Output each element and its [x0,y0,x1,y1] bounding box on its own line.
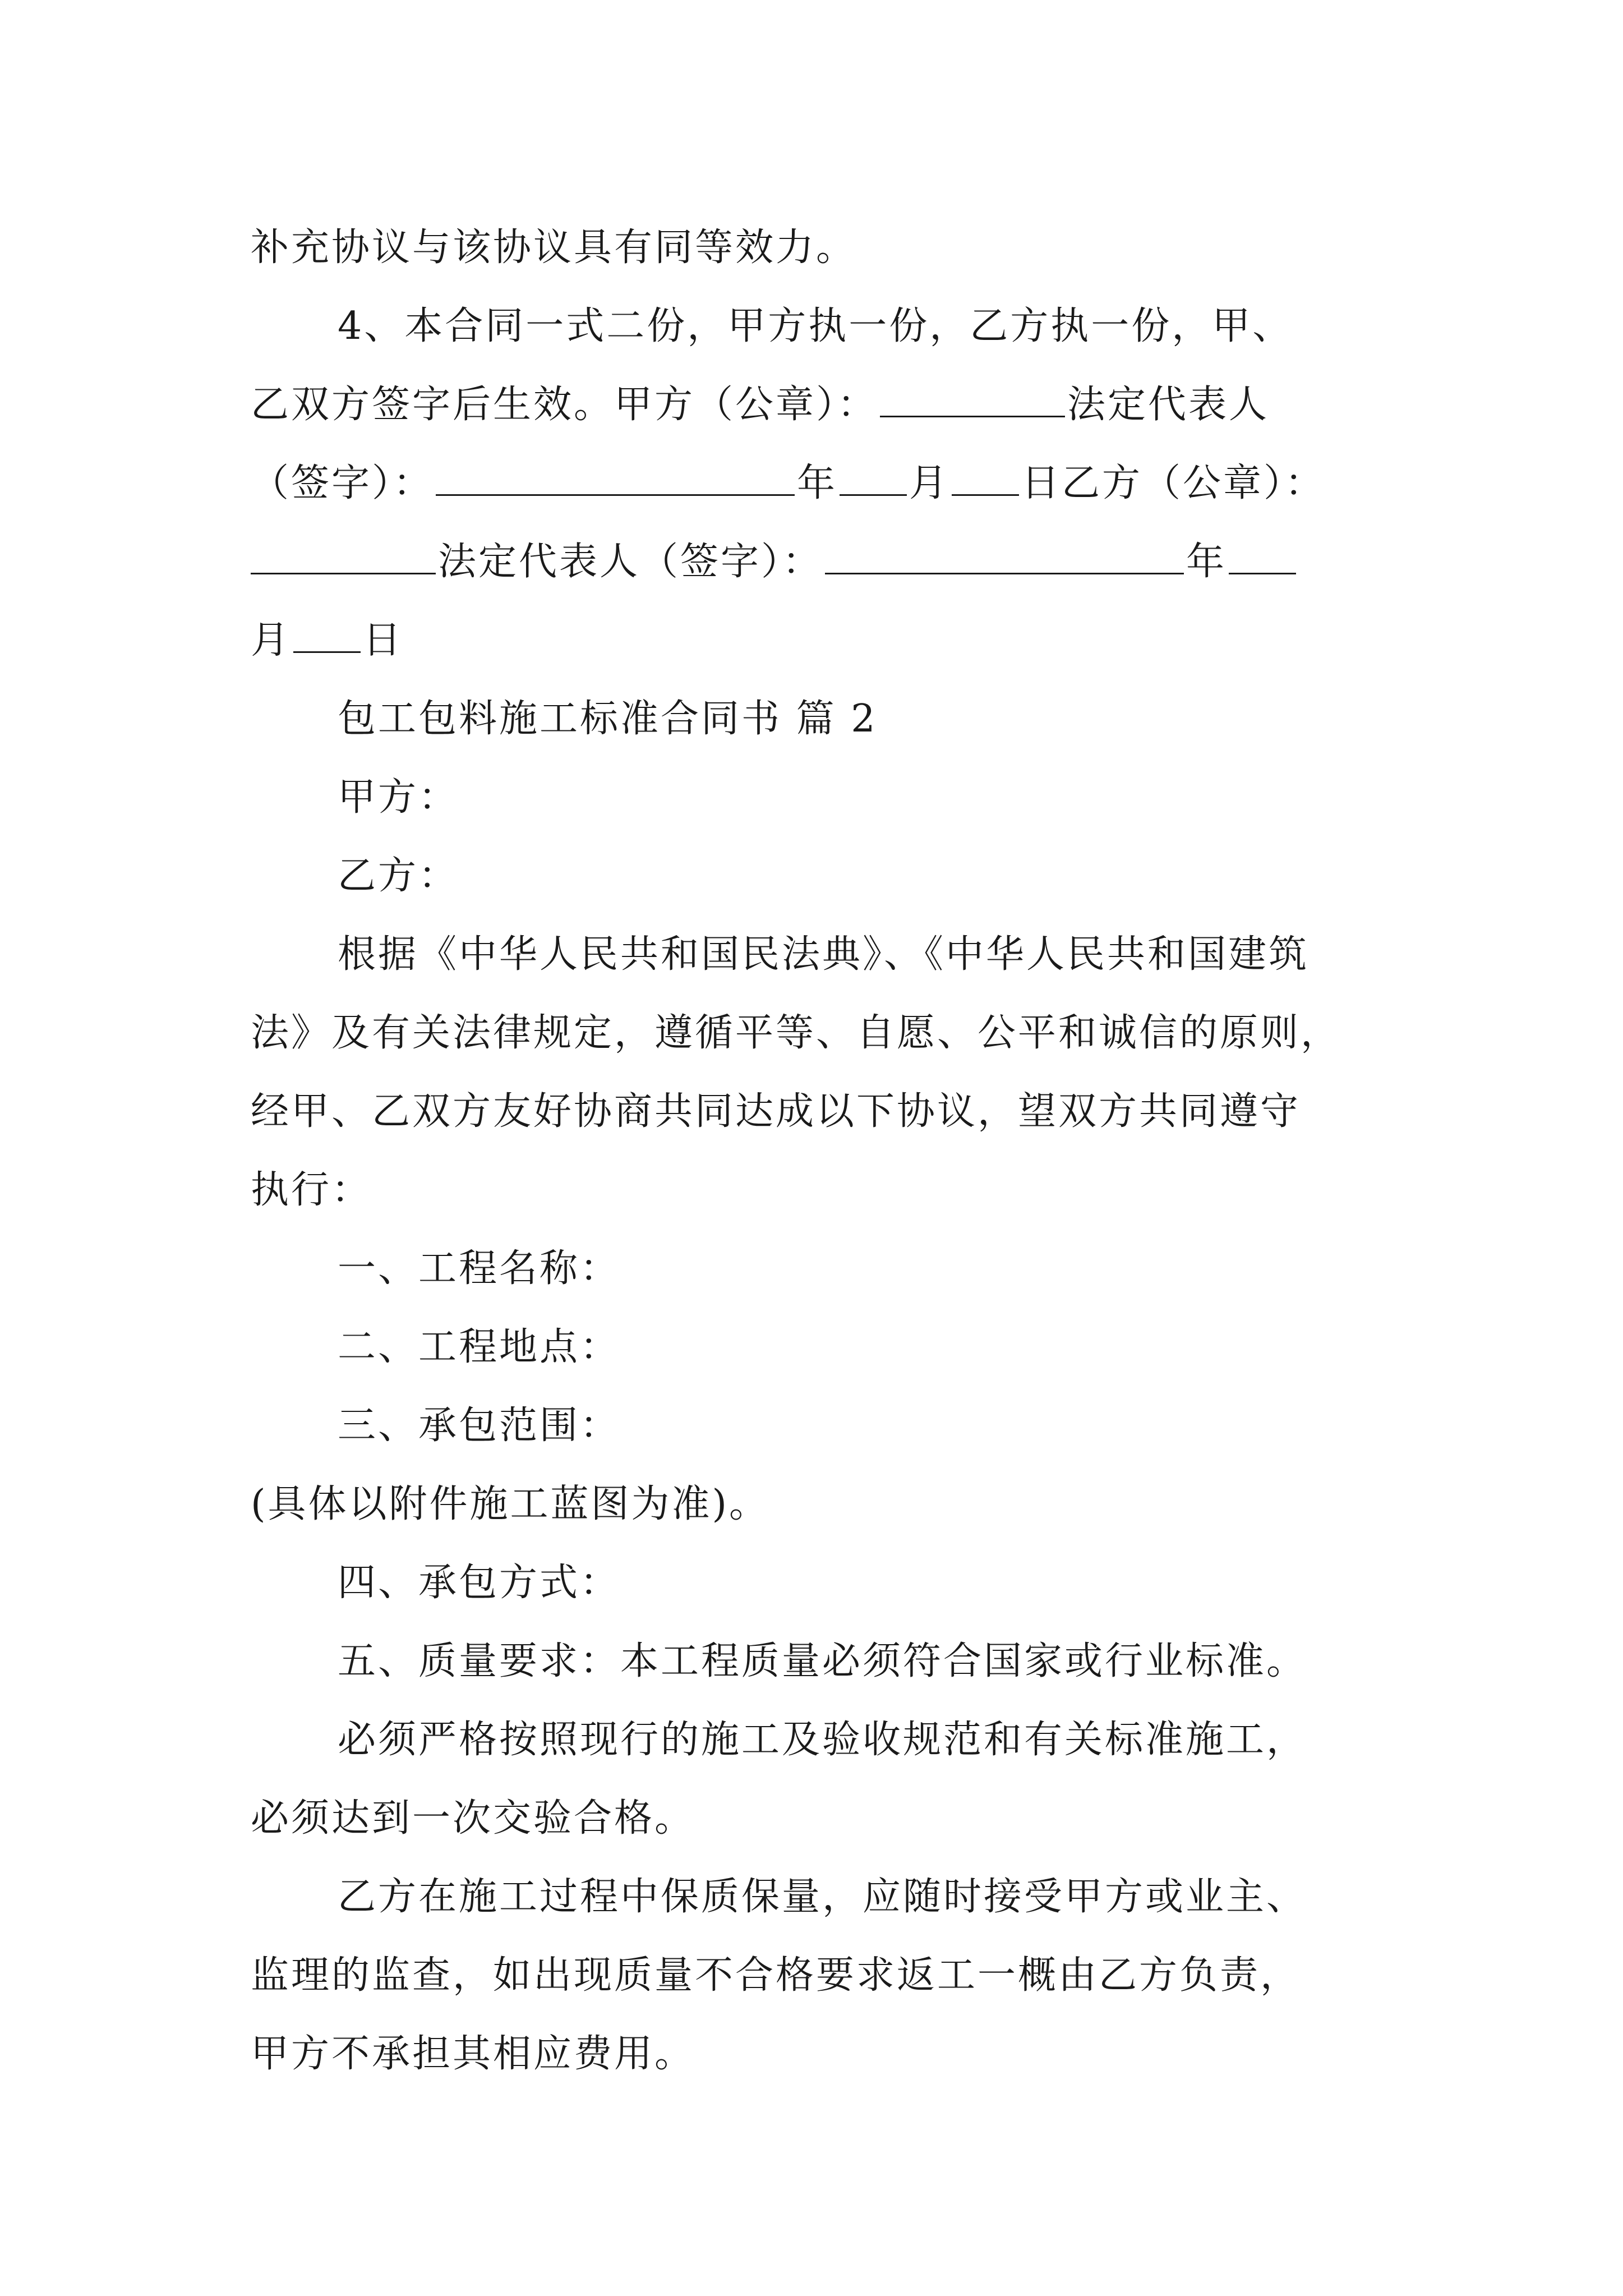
clause-4-line-4 [251,523,1395,601]
text: 执行： [251,1168,372,1212]
item-contract-method [251,1544,1395,1622]
text: （签字）： [251,461,434,505]
clause-4-line-3 [251,444,1395,523]
text: 月 [909,461,950,505]
party-a-line [251,758,1395,837]
text: 必须严格按照现行的施工及验收规范和有关标准施工， [338,1718,1307,1762]
supervision-line [251,1858,1395,1936]
intro-line [251,994,1395,1073]
text: 必须达到一次交验合格。 [251,1796,695,1841]
text: 根据《中华人民共和国民法典》、《中华人民共和国建筑 [338,932,1310,977]
text: 二、工程地点： [338,1325,621,1369]
day-blank [952,461,1019,496]
item-contract-scope [251,1387,1395,1465]
intro-line [251,1151,1395,1230]
text: 法定代表人 [1067,383,1270,427]
text: 四、承包方式： [338,1561,621,1605]
text: 补充协议与该协议具有同等效力。 [251,226,857,270]
supervision-line [251,2015,1395,2093]
party-b-line [251,837,1395,915]
text: 甲方不承担其相应费用。 [251,2032,695,2076]
day-blank [293,618,361,653]
text: 年 [1186,540,1227,584]
text: 4、本合同一式二份，甲方执一份，乙方执一份，甲、 [338,304,1293,348]
text: 日乙方（公章）： [1021,461,1326,505]
text: 监理的监查，如出现质量不合格要求返工一概由乙方负责， [251,1953,1301,1998]
item-project-name [251,1230,1395,1308]
text: 三、承包范围： [338,1404,621,1448]
text: 经甲、乙双方友好协商共同达成以下协议，望双方共同遵守 [251,1089,1301,1134]
document-body [251,209,1395,2093]
item-quality-requirement [251,1622,1395,1701]
signature-blank [436,461,795,496]
clause-4-line-1 [251,287,1395,366]
supervision-line [251,1936,1395,2015]
text: 法》及有关法律规定，遵循平等、自愿、公平和诚信的原则， [251,1011,1341,1055]
month-blank [840,461,907,496]
text: 甲方： [338,775,459,820]
clause-4-line-5 [251,601,1395,680]
intro-line [251,1073,1395,1151]
party-a-seal-blank [880,382,1065,417]
text-line [251,209,1395,287]
quality-line [251,1701,1395,1779]
text: 一、工程名称： [338,1246,621,1291]
item-scope-note [251,1465,1395,1544]
text: 乙方在施工过程中保质保量，应随时接受甲方或业主、 [338,1875,1307,1919]
text: (具体以附件施工蓝图为准)。 [251,1482,770,1526]
text: 五、质量要求：本工程质量必须符合国家或行业标准。 [338,1639,1307,1683]
text: 月 [251,618,292,662]
text: 年 [797,461,838,505]
text: 乙方： [338,854,459,898]
clause-4-line-2 [251,366,1395,444]
signature-blank [825,539,1184,574]
text: 日 [363,618,404,662]
item-project-location [251,1308,1395,1387]
intro-line [251,915,1395,994]
section-title [251,680,1395,758]
text: 乙双方签字后生效。甲方（公章）： [251,383,878,427]
quality-line [251,1779,1395,1858]
month-blank [1229,539,1296,574]
text: 包工包料施工标准合同书 篇 2 [338,697,878,741]
text: 法定代表人（签字）： [438,540,823,584]
party-b-seal-blank [251,539,436,574]
